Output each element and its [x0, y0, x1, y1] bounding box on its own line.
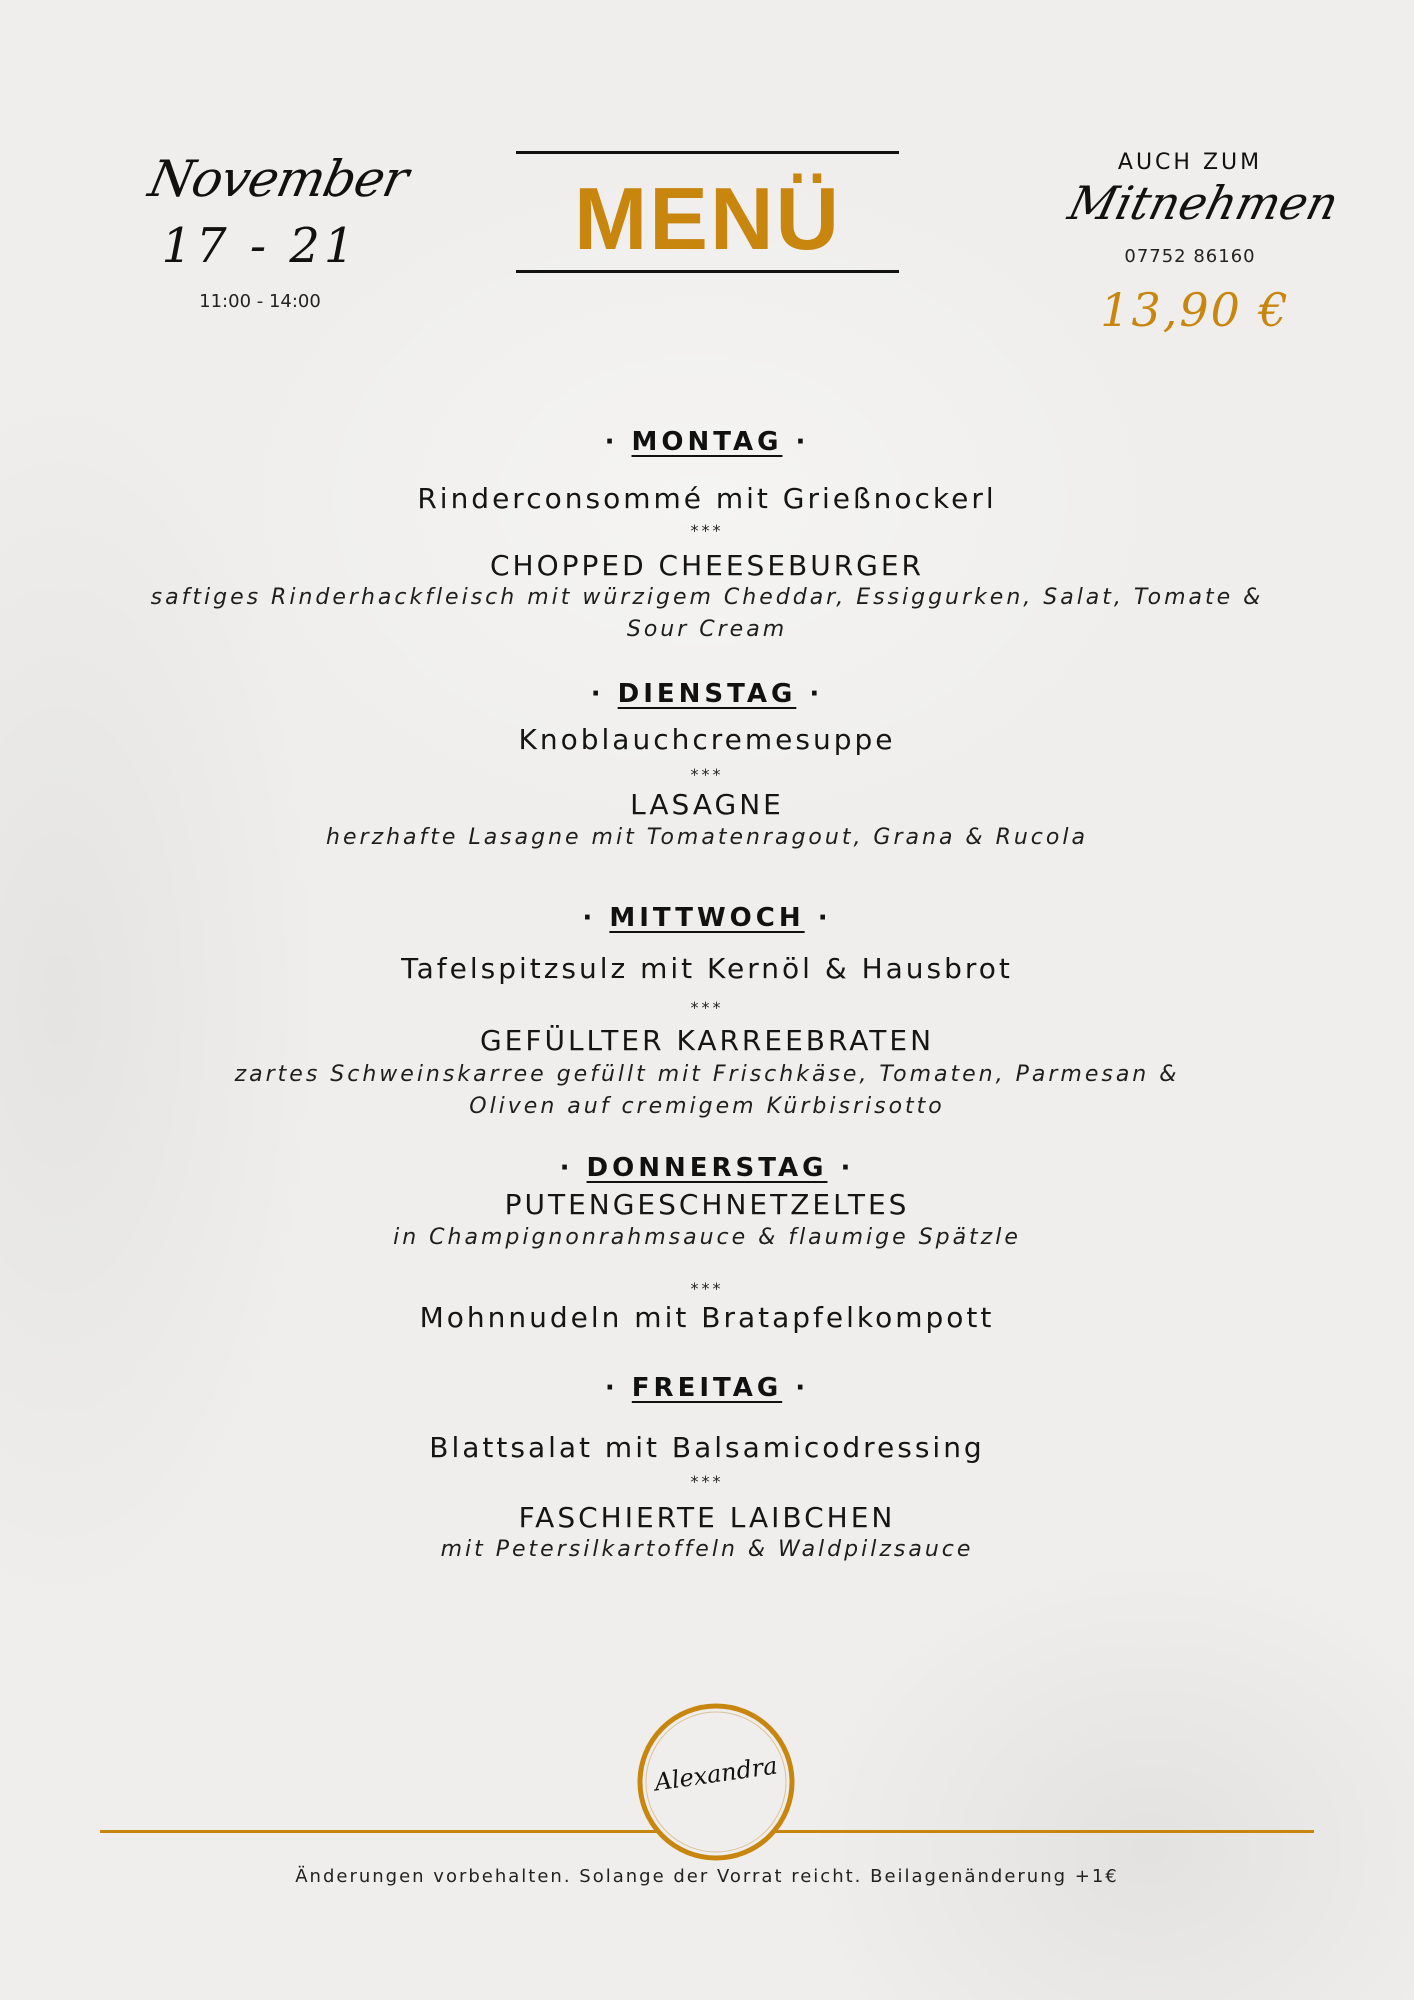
phone-number: 07752 86160	[1124, 246, 1256, 267]
day-name: DONNERSTAG	[586, 1153, 828, 1183]
alexandra-logo	[636, 1702, 796, 1862]
main-donnerstag: PUTENGESCHNETZELTES	[504, 1188, 910, 1221]
day-marker-right: ·	[840, 1153, 855, 1183]
day-marker-left: ·	[590, 679, 605, 709]
description-donnerstag: in Champignonrahmsauce & flaumige Spätzle	[393, 1225, 1021, 1250]
starter-dienstag: Knoblauchcremesuppe	[518, 723, 896, 756]
title-rule-top	[516, 151, 899, 154]
day-name: DIENSTAG	[617, 679, 797, 709]
day-heading-montag	[120, 427, 1294, 457]
day-name: MONTAG	[631, 427, 783, 457]
day-marker-right: ·	[809, 679, 824, 709]
day-marker-left: ·	[582, 903, 597, 933]
menu-price: 13,90 €	[1100, 283, 1290, 337]
starter-mittwoch: Tafelspitzsulz mit Kernöl & Hausbrot	[401, 952, 1013, 985]
dessert-donnerstag: Mohnnudeln mit Bratapfelkompott	[419, 1301, 995, 1334]
day-marker-left: ·	[604, 1373, 619, 1403]
starter-montag: Rinderconsommé mit Grießnockerl	[417, 482, 997, 515]
separator-montag: ***	[690, 521, 724, 540]
separator-dienstag: ***	[690, 765, 724, 784]
main-dienstag: LASAGNE	[630, 788, 784, 821]
day-heading-donnerstag	[120, 1153, 1294, 1183]
opening-hours: 11:00 - 14:00	[199, 291, 321, 312]
starter-freitag: Blattsalat mit Balsamicodressing	[429, 1431, 985, 1464]
main-freitag: FASCHIERTE LAIBCHEN	[518, 1501, 896, 1534]
day-name: MITTWOCH	[609, 903, 805, 933]
week-dates: 17 - 21	[161, 218, 359, 274]
day-marker-left: ·	[604, 427, 619, 457]
day-heading-dienstag	[120, 679, 1294, 709]
description-dienstag: herzhafte Lasagne mit Tomatenragout, Grana & Rucola	[326, 825, 1088, 850]
day-heading-mittwoch	[120, 903, 1294, 933]
day-heading-freitag	[120, 1373, 1294, 1403]
day-marker-right: ·	[795, 1373, 810, 1403]
day-marker-right: ·	[795, 427, 810, 457]
main-montag: CHOPPED CHEESEBURGER	[489, 549, 925, 582]
week-month: November	[143, 150, 413, 208]
logo-text: Alexandra	[652, 1751, 780, 1797]
menu-title: MENÜ	[573, 169, 842, 268]
takeaway-label: AUCH ZUM	[1117, 150, 1263, 175]
day-name: FREITAG	[631, 1373, 783, 1403]
takeaway-script: Mitnehmen	[1063, 176, 1344, 230]
description-mittwoch: zartes Schweinskarree gefüllt mit Frischkäse, Tomaten, Parmesan & Oliven auf cremigem Kürbisrisotto	[234, 1062, 1180, 1119]
main-mittwoch: GEFÜLLTER KARREEBRATEN	[479, 1024, 935, 1057]
separator-freitag: ***	[690, 1472, 724, 1491]
separator-donnerstag: ***	[690, 1279, 724, 1298]
separator-mittwoch: ***	[690, 998, 724, 1017]
day-marker-left: ·	[559, 1153, 574, 1183]
title-rule-bottom	[516, 270, 899, 273]
description-montag: saftiges Rinderhackfleisch mit würzigem Cheddar, Essiggurken, Salat, Tomate & Sour Cream	[150, 585, 1264, 642]
description-freitag: mit Petersilkartoffeln & Waldpilzsauce	[440, 1537, 974, 1562]
footer-note: Änderungen vorbehalten. Solange der Vorrat reicht. Beilagenänderung +1€	[295, 1866, 1119, 1887]
day-marker-right: ·	[817, 903, 832, 933]
